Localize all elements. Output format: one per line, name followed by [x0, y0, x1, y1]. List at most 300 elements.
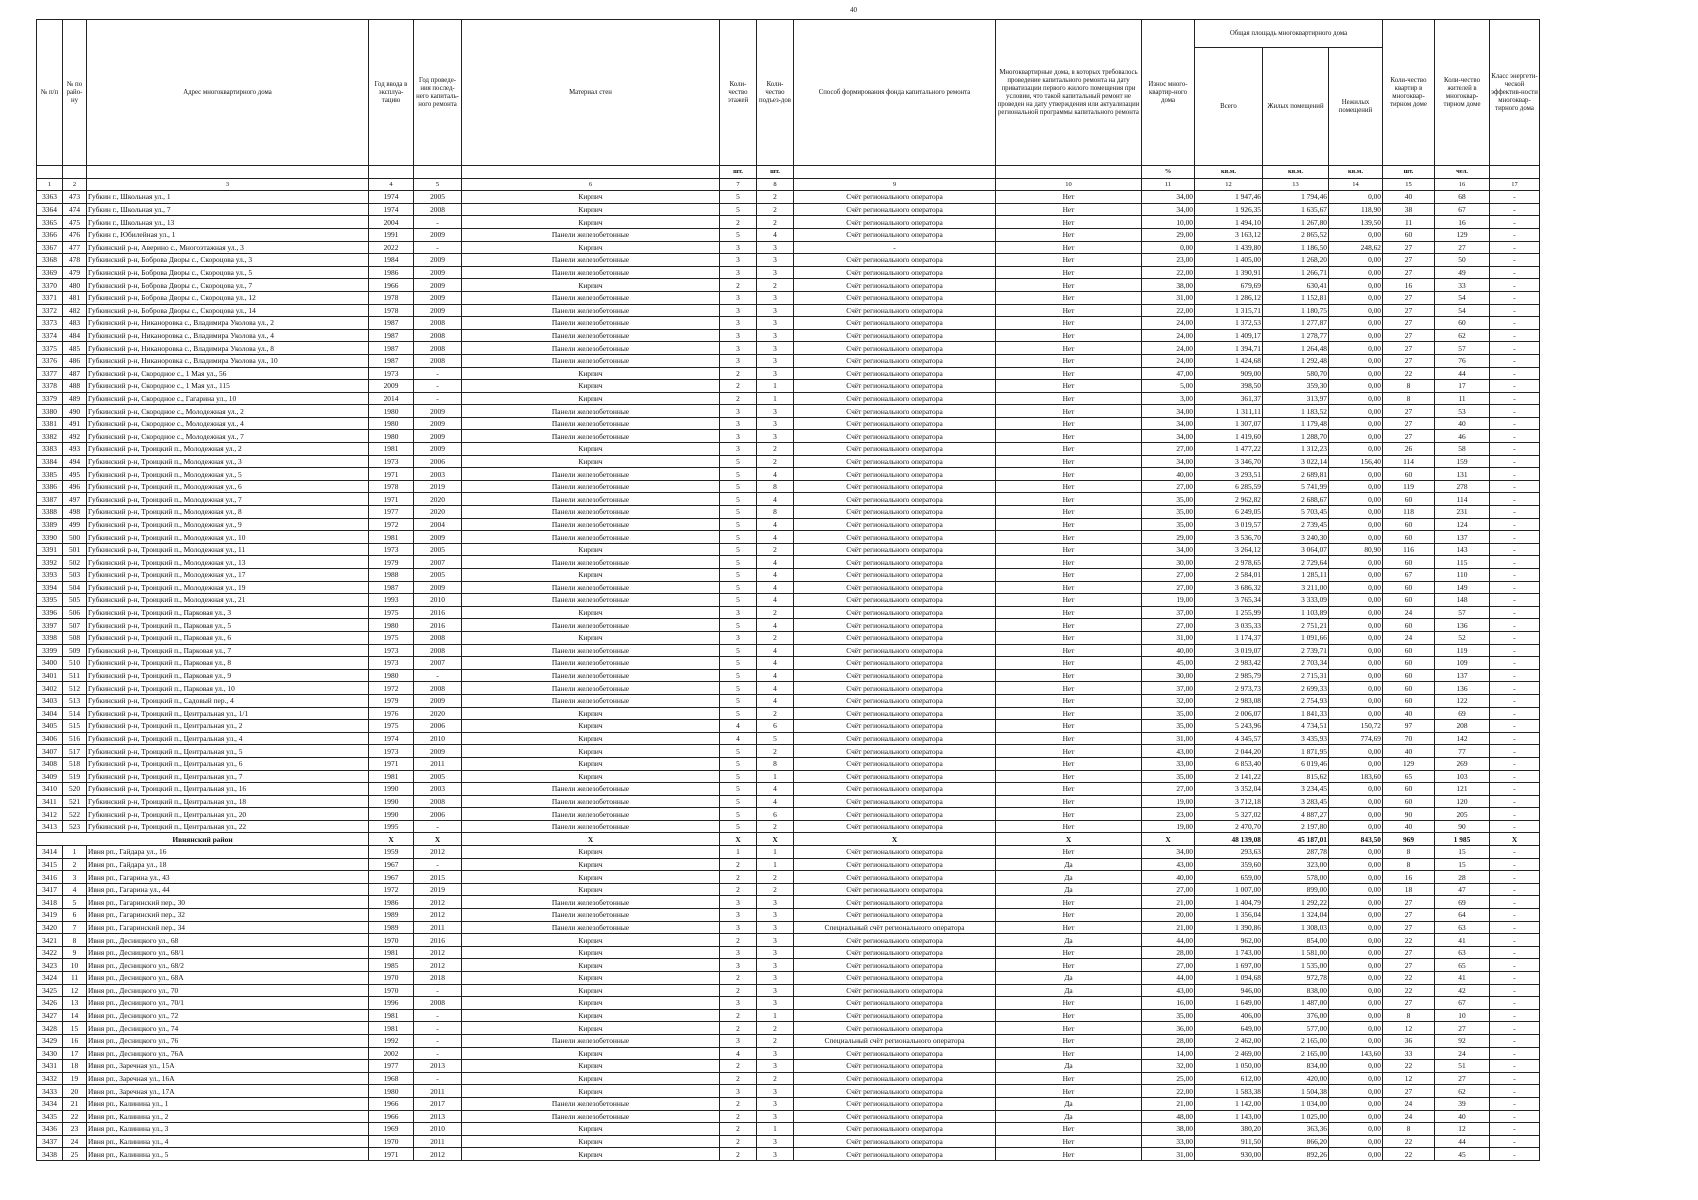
area-nonresidential-cell: 0,00 [1329, 317, 1383, 330]
table-row [37, 1047, 1540, 1060]
privatization-repair-cell: Да [996, 1097, 1142, 1110]
wall-material-cell: Панели железобетонные [462, 682, 720, 695]
privatization-repair-cell: Нет [996, 191, 1142, 204]
energy-class-cell: - [1490, 304, 1540, 317]
year-built-cell: 1979 [369, 694, 414, 707]
row-number-cell: 3428 [37, 1022, 63, 1035]
last-repair-year-cell: - [414, 1009, 462, 1022]
residents-cell: 110 [1435, 569, 1490, 582]
district-number-cell: 502 [63, 556, 87, 569]
address-cell: Губкинский р-н, Скородное с., 1 Мая ул., 56 [87, 367, 369, 380]
row-number-cell: 3416 [37, 871, 63, 884]
header-residents: Коли-чество жителей в многоквар-тирном доме [1435, 20, 1490, 166]
table-row [37, 1148, 1540, 1161]
last-repair-year-cell: - [414, 380, 462, 393]
district-energy-class: X [1490, 833, 1540, 846]
entrances-cell: 2 [757, 745, 794, 758]
header-district-number: № по райо-ну [63, 20, 87, 166]
district-number-cell: 507 [63, 619, 87, 632]
table-row [37, 392, 1540, 405]
area-nonresidential-cell: 0,00 [1329, 909, 1383, 922]
district-number-cell: 473 [63, 191, 87, 204]
year-built-cell: 1979 [369, 556, 414, 569]
fund-method-cell: Счёт регионального оператора [794, 1110, 996, 1123]
privatization-repair-cell: Нет [996, 896, 1142, 909]
area-nonresidential-cell: 143,60 [1329, 1047, 1383, 1060]
residents-cell: 12 [1435, 1123, 1490, 1136]
address-cell: Ивня рп., Калинина ул., 3 [87, 1123, 369, 1136]
entrances-cell: 1 [757, 846, 794, 859]
privatization-repair-cell: Нет [996, 745, 1142, 758]
year-built-cell: 1989 [369, 921, 414, 934]
year-built-cell: 1989 [369, 909, 414, 922]
energy-class-cell: - [1490, 380, 1540, 393]
fund-method-cell: Счёт регионального оператора [794, 1085, 996, 1098]
entrances-cell: 3 [757, 984, 794, 997]
area-nonresidential-cell: 0,00 [1329, 846, 1383, 859]
fund-method-cell: Счёт регионального оператора [794, 808, 996, 821]
residents-cell: 46 [1435, 430, 1490, 443]
fund-method-cell: Счёт регионального оператора [794, 820, 996, 833]
fund-method-cell: Счёт регионального оператора [794, 883, 996, 896]
residents-cell: 69 [1435, 896, 1490, 909]
residents-cell: 10 [1435, 1009, 1490, 1022]
apartments-cell: 27 [1383, 1085, 1435, 1098]
district-number-cell: 493 [63, 443, 87, 456]
energy-class-cell: - [1490, 468, 1540, 481]
energy-class-cell: - [1490, 216, 1540, 229]
area-nonresidential-cell: 0,00 [1329, 1022, 1383, 1035]
area-nonresidential-cell: 0,00 [1329, 606, 1383, 619]
year-built-cell: 1991 [369, 228, 414, 241]
energy-class-cell: - [1490, 392, 1540, 405]
floors-cell: 5 [720, 795, 757, 808]
apartments-cell: 36 [1383, 1034, 1435, 1047]
last-repair-year-cell: 2010 [414, 1123, 462, 1136]
floors-cell: 3 [720, 631, 757, 644]
floors-cell: 3 [720, 896, 757, 909]
address-cell: Губкинский р-н, Троицкий п., Молодежная ул., 10 [87, 531, 369, 544]
area-residential-cell: 1 152,81 [1263, 291, 1329, 304]
privatization-repair-cell: Нет [996, 543, 1142, 556]
fund-method-cell: Счёт регионального оператора [794, 254, 996, 267]
apartments-cell: 27 [1383, 241, 1435, 254]
table-row [37, 997, 1540, 1010]
year-built-cell: 1990 [369, 795, 414, 808]
floors-cell: 3 [720, 1085, 757, 1098]
area-total-cell: 3 352,04 [1195, 783, 1263, 796]
row-number-cell: 3417 [37, 883, 63, 896]
entrances-cell: 1 [757, 1009, 794, 1022]
district-name: Ивнянский район [37, 833, 369, 846]
area-residential-cell: 2 754,93 [1263, 694, 1329, 707]
entrances-cell: 3 [757, 354, 794, 367]
apartments-cell: 18 [1383, 883, 1435, 896]
table-row [37, 291, 1540, 304]
privatization-repair-cell: Нет [996, 1135, 1142, 1148]
unit-district-number [63, 166, 87, 179]
district-number-cell: 519 [63, 770, 87, 783]
year-built-cell: 1987 [369, 581, 414, 594]
entrances-cell: 3 [757, 1060, 794, 1073]
wall-material-cell: Панели железобетонные [462, 417, 720, 430]
entrances-cell: 3 [757, 304, 794, 317]
table-row [37, 707, 1540, 720]
residents-cell: 17 [1435, 380, 1490, 393]
privatization-repair-cell: Нет [996, 770, 1142, 783]
residents-cell: 33 [1435, 279, 1490, 292]
floors-cell: 5 [720, 707, 757, 720]
residents-cell: 92 [1435, 1034, 1490, 1047]
wall-material-cell: Кирпич [462, 241, 720, 254]
floors-cell: 5 [720, 594, 757, 607]
district-number-cell: 17 [63, 1047, 87, 1060]
floors-cell: 5 [720, 820, 757, 833]
area-residential-cell: 1 267,80 [1263, 216, 1329, 229]
wall-material-cell: Кирпич [462, 997, 720, 1010]
last-repair-year-cell: 2009 [414, 531, 462, 544]
table-row [37, 921, 1540, 934]
residents-cell: 62 [1435, 329, 1490, 342]
district-number-cell: 486 [63, 354, 87, 367]
district-number-cell: 510 [63, 657, 87, 670]
last-repair-year-cell: 2008 [414, 795, 462, 808]
last-repair-year-cell: - [414, 1022, 462, 1035]
district-privatization-repair: X [996, 833, 1142, 846]
privatization-repair-cell: Нет [996, 291, 1142, 304]
header-energy-class: Класс энергети-ческой эффектив-ности многоквар-тирного дома [1490, 20, 1540, 166]
area-total-cell: 3 019,07 [1195, 644, 1263, 657]
apartments-cell: 60 [1383, 531, 1435, 544]
floors-cell: 2 [720, 1097, 757, 1110]
residents-cell: 205 [1435, 808, 1490, 821]
row-number-cell: 3429 [37, 1034, 63, 1047]
energy-class-cell: - [1490, 883, 1540, 896]
area-total-cell: 5 327,02 [1195, 808, 1263, 821]
wear-cell: 24,00 [1142, 329, 1195, 342]
table-row [37, 1072, 1540, 1085]
area-total-cell: 3 686,32 [1195, 581, 1263, 594]
area-total-cell: 2 141,22 [1195, 770, 1263, 783]
fund-method-cell: Счёт регионального оператора [794, 480, 996, 493]
wear-cell: 35,00 [1142, 1009, 1195, 1022]
residents-cell: 53 [1435, 405, 1490, 418]
area-residential-cell: 834,00 [1263, 1060, 1329, 1073]
wear-cell: 31,00 [1142, 631, 1195, 644]
fund-method-cell: Счёт регионального оператора [794, 795, 996, 808]
wall-material-cell: Кирпич [462, 745, 720, 758]
area-nonresidential-cell: 0,00 [1329, 266, 1383, 279]
energy-class-cell: - [1490, 1047, 1540, 1060]
privatization-repair-cell: Нет [996, 430, 1142, 443]
area-residential-cell: 577,00 [1263, 1022, 1329, 1035]
area-nonresidential-cell: 0,00 [1329, 972, 1383, 985]
column-numbers-row [37, 178, 1540, 191]
privatization-repair-cell: Нет [996, 959, 1142, 972]
district-number-cell: 480 [63, 279, 87, 292]
floors-cell: 5 [720, 543, 757, 556]
apartments-cell: 27 [1383, 946, 1435, 959]
energy-class-cell: - [1490, 707, 1540, 720]
table-row [37, 1123, 1540, 1136]
wall-material-cell: Панели железобетонные [462, 657, 720, 670]
last-repair-year-cell: 2012 [414, 896, 462, 909]
energy-class-cell: - [1490, 1123, 1540, 1136]
fund-method-cell: Счёт регионального оператора [794, 405, 996, 418]
last-repair-year-cell: - [414, 1072, 462, 1085]
wear-cell: 43,00 [1142, 858, 1195, 871]
district-area-nonresidential: 843,50 [1329, 833, 1383, 846]
entrances-cell: 8 [757, 506, 794, 519]
area-total-cell: 3 293,51 [1195, 468, 1263, 481]
area-total-cell: 1 094,68 [1195, 972, 1263, 985]
last-repair-year-cell: 2009 [414, 443, 462, 456]
floors-cell: 2 [720, 216, 757, 229]
area-residential-cell: 5 741,99 [1263, 480, 1329, 493]
area-residential-cell: 1 186,50 [1263, 241, 1329, 254]
residents-cell: 47 [1435, 883, 1490, 896]
district-number-cell: 495 [63, 468, 87, 481]
energy-class-cell: - [1490, 783, 1540, 796]
fund-method-cell: Счёт регионального оператора [794, 304, 996, 317]
privatization-repair-cell: Нет [996, 417, 1142, 430]
privatization-repair-cell: Нет [996, 443, 1142, 456]
floors-cell: 4 [720, 720, 757, 733]
privatization-repair-cell: Нет [996, 808, 1142, 821]
area-nonresidential-cell: 0,00 [1329, 506, 1383, 519]
area-total-cell: 380,20 [1195, 1123, 1263, 1136]
area-nonresidential-cell: 0,00 [1329, 1085, 1383, 1098]
header-entrances: Коли-чество подъез-дов [757, 20, 794, 166]
privatization-repair-cell: Да [996, 972, 1142, 985]
entrances-cell: 4 [757, 556, 794, 569]
entrances-cell: 3 [757, 291, 794, 304]
wall-material-cell: Панели железобетонные [462, 468, 720, 481]
column-number-4: 4 [369, 178, 414, 191]
wall-material-cell: Кирпич [462, 720, 720, 733]
floors-cell: 5 [720, 657, 757, 670]
year-built-cell: 1970 [369, 984, 414, 997]
wear-cell: 22,00 [1142, 266, 1195, 279]
wear-cell: 35,00 [1142, 518, 1195, 531]
area-nonresidential-cell: 0,00 [1329, 883, 1383, 896]
wear-cell: 27,00 [1142, 443, 1195, 456]
area-total-cell: 930,00 [1195, 1148, 1263, 1161]
address-cell: Губкинский р-н, Троицкий п., Центральная ул., 6 [87, 757, 369, 770]
wear-cell: 34,00 [1142, 846, 1195, 859]
area-total-cell: 1 424,68 [1195, 354, 1263, 367]
year-built-cell: 2009 [369, 380, 414, 393]
row-number-cell: 3391 [37, 543, 63, 556]
table-row [37, 795, 1540, 808]
area-nonresidential-cell: 0,00 [1329, 619, 1383, 632]
floors-cell: 5 [720, 468, 757, 481]
last-repair-year-cell: - [414, 392, 462, 405]
privatization-repair-cell: Нет [996, 569, 1142, 582]
column-number-6: 6 [462, 178, 720, 191]
residents-cell: 137 [1435, 531, 1490, 544]
energy-class-cell: - [1490, 694, 1540, 707]
area-total-cell: 1 743,00 [1195, 946, 1263, 959]
privatization-repair-cell: Нет [996, 921, 1142, 934]
year-built-cell: 1966 [369, 1110, 414, 1123]
fund-method-cell: Счёт регионального оператора [794, 228, 996, 241]
energy-class-cell: - [1490, 909, 1540, 922]
last-repair-year-cell: 2012 [414, 909, 462, 922]
area-total-cell: 1 409,17 [1195, 329, 1263, 342]
energy-class-cell: - [1490, 569, 1540, 582]
area-residential-cell: 2 865,52 [1263, 228, 1329, 241]
wear-cell: 34,00 [1142, 455, 1195, 468]
entrances-cell: 5 [757, 732, 794, 745]
wall-material-cell: Кирпич [462, 770, 720, 783]
wear-cell: 31,00 [1142, 1148, 1195, 1161]
address-cell: Ивня рп., Десницкого ул., 68/2 [87, 959, 369, 972]
wear-cell: 21,00 [1142, 1097, 1195, 1110]
address-cell: Губкинский р-н, Троицкий п., Парковая ул., 8 [87, 657, 369, 670]
privatization-repair-cell: Нет [996, 720, 1142, 733]
fund-method-cell: Счёт регионального оператора [794, 997, 996, 1010]
wall-material-cell: Панели железобетонные [462, 556, 720, 569]
address-cell: Губкинский р-н, Троицкий п., Молодежная ул., 8 [87, 506, 369, 519]
wall-material-cell: Панели железобетонные [462, 304, 720, 317]
entrances-cell: 3 [757, 241, 794, 254]
area-residential-cell: 3 283,45 [1263, 795, 1329, 808]
wear-cell: 40,00 [1142, 644, 1195, 657]
area-residential-cell: 1 179,48 [1263, 417, 1329, 430]
fund-method-cell: Счёт регионального оператора [794, 682, 996, 695]
area-nonresidential-cell: 0,00 [1329, 405, 1383, 418]
area-nonresidential-cell: 0,00 [1329, 367, 1383, 380]
area-nonresidential-cell: 0,00 [1329, 569, 1383, 582]
wear-cell: 27,00 [1142, 883, 1195, 896]
address-cell: Губкинский р-н, Троицкий п., Центральная ул., 20 [87, 808, 369, 821]
privatization-repair-cell: Нет [996, 732, 1142, 745]
residents-cell: 27 [1435, 241, 1490, 254]
energy-class-cell: - [1490, 1009, 1540, 1022]
area-residential-cell: 1 034,00 [1263, 1097, 1329, 1110]
apartments-cell: 27 [1383, 291, 1435, 304]
table-row [37, 694, 1540, 707]
area-nonresidential-cell: 0,00 [1329, 745, 1383, 758]
wear-cell: 30,00 [1142, 669, 1195, 682]
area-nonresidential-cell: 0,00 [1329, 254, 1383, 267]
area-nonresidential-cell: 0,00 [1329, 581, 1383, 594]
column-number-12: 12 [1195, 178, 1263, 191]
apartments-cell: 38 [1383, 203, 1435, 216]
privatization-repair-cell: Нет [996, 795, 1142, 808]
wear-cell: 0,00 [1142, 241, 1195, 254]
energy-class-cell: - [1490, 972, 1540, 985]
last-repair-year-cell: 2013 [414, 1110, 462, 1123]
wear-cell: 16,00 [1142, 997, 1195, 1010]
address-cell: Губкин г., Школьная ул., 1 [87, 191, 369, 204]
residents-cell: 67 [1435, 997, 1490, 1010]
area-total-cell: 3 019,57 [1195, 518, 1263, 531]
area-total-cell: 2 044,20 [1195, 745, 1263, 758]
header-area-total: Всего [1195, 48, 1263, 166]
district-number-cell: 499 [63, 518, 87, 531]
entrances-cell: 8 [757, 757, 794, 770]
wall-material-cell: Панели железобетонные [462, 619, 720, 632]
privatization-repair-cell: Нет [996, 1034, 1142, 1047]
area-residential-cell: 2 739,71 [1263, 644, 1329, 657]
address-cell: Ивня рп., Гагаринский пер., 34 [87, 921, 369, 934]
row-number-cell: 3380 [37, 405, 63, 418]
area-total-cell: 1 174,37 [1195, 631, 1263, 644]
energy-class-cell: - [1490, 518, 1540, 531]
column-number-17: 17 [1490, 178, 1540, 191]
year-built-cell: 2014 [369, 392, 414, 405]
row-number-cell: 3394 [37, 581, 63, 594]
fund-method-cell: Счёт регионального оператора [794, 1060, 996, 1073]
area-residential-cell: 854,00 [1263, 934, 1329, 947]
area-total-cell: 1 649,00 [1195, 997, 1263, 1010]
last-repair-year-cell: 2019 [414, 480, 462, 493]
area-residential-cell: 2 715,31 [1263, 669, 1329, 682]
wall-material-cell: Панели железобетонные [462, 430, 720, 443]
fund-method-cell: Счёт регионального оператора [794, 1009, 996, 1022]
table-row [37, 871, 1540, 884]
table-row [37, 342, 1540, 355]
area-nonresidential-cell: 0,00 [1329, 1009, 1383, 1022]
privatization-repair-cell: Нет [996, 783, 1142, 796]
area-total-cell: 1 356,04 [1195, 909, 1263, 922]
district-number-cell: 14 [63, 1009, 87, 1022]
floors-cell: 5 [720, 669, 757, 682]
address-cell: Ивня рп., Гагарина ул., 43 [87, 871, 369, 884]
district-fund-method: X [794, 833, 996, 846]
apartments-cell: 60 [1383, 518, 1435, 531]
wear-cell: 31,00 [1142, 291, 1195, 304]
floors-cell: 4 [720, 1047, 757, 1060]
header-area-residential: Жилых помещений [1263, 48, 1329, 166]
fund-method-cell: Счёт регионального оператора [794, 317, 996, 330]
area-nonresidential-cell: 0,00 [1329, 896, 1383, 909]
entrances-cell: 2 [757, 631, 794, 644]
area-nonresidential-cell: 0,00 [1329, 669, 1383, 682]
floors-cell: 2 [720, 972, 757, 985]
entrances-cell: 1 [757, 858, 794, 871]
wall-material-cell: Кирпич [462, 732, 720, 745]
privatization-repair-cell: Нет [996, 909, 1142, 922]
apartments-cell: 27 [1383, 317, 1435, 330]
year-built-cell: 1996 [369, 997, 414, 1010]
wear-cell: 36,00 [1142, 1022, 1195, 1035]
table-row [37, 984, 1540, 997]
area-total-cell: 398,50 [1195, 380, 1263, 393]
area-total-cell: 1 390,91 [1195, 266, 1263, 279]
housing-register-table [36, 19, 1540, 1161]
wear-cell: 34,00 [1142, 191, 1195, 204]
apartments-cell: 114 [1383, 455, 1435, 468]
apartments-cell: 27 [1383, 909, 1435, 922]
entrances-cell: 4 [757, 569, 794, 582]
wear-cell: 35,00 [1142, 506, 1195, 519]
floors-cell: 3 [720, 417, 757, 430]
apartments-cell: 8 [1383, 380, 1435, 393]
district-number-cell: 515 [63, 720, 87, 733]
table-row [37, 606, 1540, 619]
apartments-cell: 24 [1383, 1110, 1435, 1123]
table-row [37, 367, 1540, 380]
area-residential-cell: 3 022,14 [1263, 455, 1329, 468]
entrances-cell: 2 [757, 1022, 794, 1035]
year-built-cell: 2004 [369, 216, 414, 229]
row-number-cell: 3433 [37, 1085, 63, 1098]
table-row [37, 455, 1540, 468]
last-repair-year-cell: 2003 [414, 468, 462, 481]
